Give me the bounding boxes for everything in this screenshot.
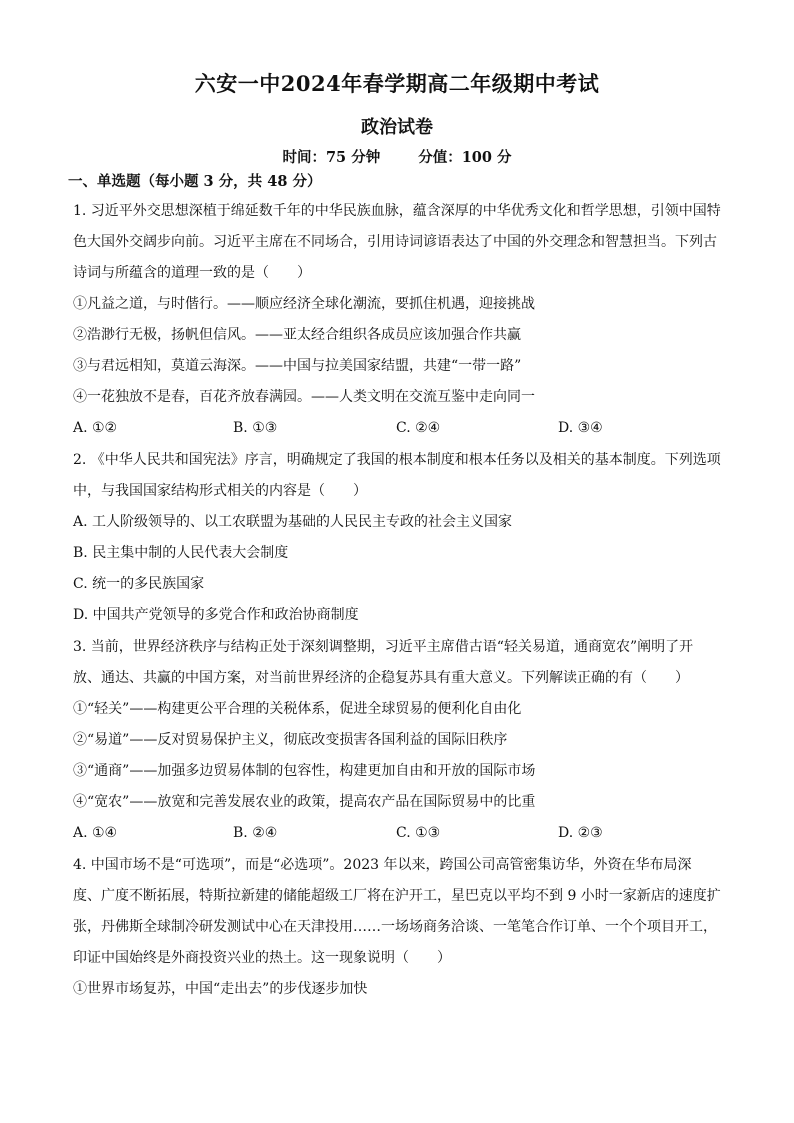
q1-option-d: D. ③④ — [558, 420, 603, 436]
q3-option-a: A. ①④ — [73, 825, 118, 841]
q3-stem-line: 3. 当前，世界经济秩序与结构正处于深刻调整期，习近平主席借古语“轻关易道，通商宽农”阐明了开 — [73, 639, 694, 655]
q3-statement: ①“轻关”——构建更公平合理的关税体系，促进全球贸易的便利化自由化 — [73, 701, 522, 717]
q1-statement: ①凡益之道，与时偕行。——顺应经济全球化潮流，要抓住机遇，迎接挑战 — [73, 296, 535, 312]
subject-title: 政治试卷 — [361, 117, 433, 138]
q4-stem-line: 张，丹佛斯全球制冷研发测试中心在天津投用……一场场商务洽谈、一笔笔合作订单、一个个项目开工， — [73, 919, 717, 935]
q1-statement: ④一花独放不是春，百花齐放春满园。——人类文明在交流互鉴中走向同一 — [73, 389, 535, 405]
q2-stem-line: 2. 《中华人民共和国宪法》序言，明确规定了我国的根本制度和根本任务以及相关的基本制度。下列选项 — [73, 452, 721, 468]
q3-statement: ③“通商”——加强多边贸易体制的包容性，构建更加自由和开放的国际市场 — [73, 763, 536, 779]
q3-statement: ②“易道”——反对贸易保护主义，彻底改变损害各国利益的国际旧秩序 — [73, 732, 508, 748]
q4-statement: ①世界市场复苏，中国“走出去”的步伐逐步加快 — [73, 981, 368, 997]
q1-stem-line: 色大国外交阔步向前。习近平主席在不同场合，引用诗词谚语表达了中国的外交理念和智慧担当。下列古 — [73, 234, 717, 250]
exam-info — [0, 146, 794, 167]
q1-statement: ②浩渺行无极，扬帆但信风。——亚太经合组织各成员应该加强合作共赢 — [73, 327, 521, 343]
q3-stem-line: 放、通达、共赢的中国方案，对当前世界经济的企稳复苏具有重大意义。下列解读正确的有（ ） — [73, 670, 689, 686]
section-heading: 一、单选题（每小题 3 分，共 48 分） — [68, 173, 322, 190]
q4-stem-line: 4. 中国市场不是“可选项”，而是“必选项”。2023 年以来，跨国公司高管密集访华，外资在华布局深 — [73, 857, 692, 873]
q2-option-d: D. 中国共产党领导的多党合作和政治协商制度 — [73, 607, 359, 623]
q3-statement: ④“宽农”——放宽和完善发展农业的政策，提高农产品在国际贸易中的比重 — [73, 794, 536, 810]
q2-option-c: C. 统一的多民族国家 — [73, 576, 205, 592]
exam-title: 六安一中2024年春学期高二年级期中考试 — [194, 71, 600, 96]
q2-stem-line: 中，与我国国家结构形式相关的内容是（ ） — [73, 483, 367, 499]
q2-option-b: B. 民主集中制的人民代表大会制度 — [73, 545, 289, 561]
q3-option-c: C. ①③ — [396, 825, 441, 841]
q1-option-a: A. ①② — [73, 420, 118, 436]
q3-option-d: D. ②③ — [558, 825, 603, 841]
q1-stem-line: 诗词与所蕴含的道理一致的是（ ） — [73, 265, 311, 281]
q1-option-c: C. ②④ — [396, 420, 441, 436]
q4-stem-line: 印证中国始终是外商投资兴业的热土。这一现象说明（ ） — [73, 950, 451, 966]
q1-option-b: B. ①③ — [233, 420, 278, 436]
q4-stem-line: 度、广度不断拓展，特斯拉新建的储能超级工厂将在沪开工，星巴克以平均不到 9 小时一家新店的速度扩 — [73, 888, 721, 904]
q1-stem-line: 1. 习近平外交思想深植于绵延数千年的中华民族血脉，蕴含深厚的中华优秀文化和哲学思想，引领中国特 — [73, 203, 721, 219]
total-score: 分值：100 分 — [418, 149, 512, 166]
q1-statement: ③与君远相知，莫道云海深。——中国与拉美国家结盟，共建“一带一路” — [73, 358, 522, 374]
time-limit: 时间：75 分钟 — [282, 149, 381, 166]
q2-option-a: A. 工人阶级领导的、以工农联盟为基础的人民民主专政的社会主义国家 — [73, 514, 513, 530]
q3-option-b: B. ②④ — [233, 825, 278, 841]
